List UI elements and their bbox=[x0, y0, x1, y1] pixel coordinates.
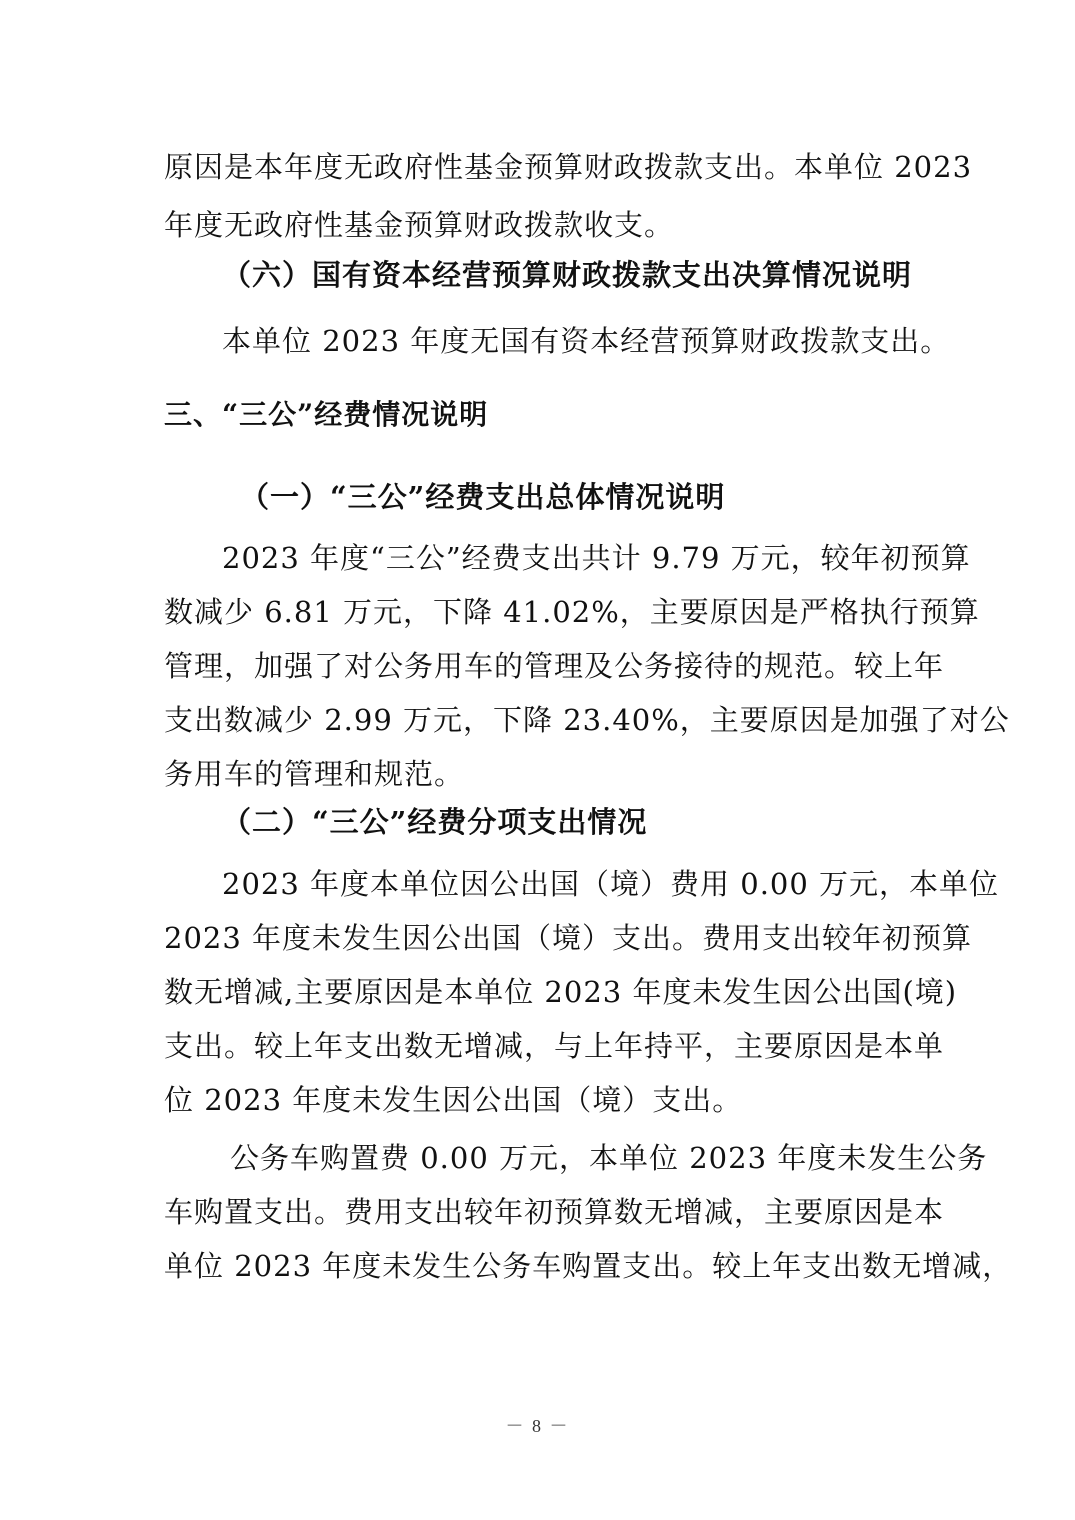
paragraph-line: 管理，加强了对公务用车的管理及公务接待的规范。较上年 bbox=[164, 649, 945, 683]
paragraph-line: 单位 2023 年度未发生公务车购置支出。较上年支出数无增减， bbox=[164, 1249, 1013, 1283]
paragraph-line: 2023 年度本单位因公出国（境）费用 0.00 万元，本单位 bbox=[222, 867, 1000, 901]
page-number: － 8 － bbox=[505, 1416, 570, 1436]
paragraph-line: 支出。较上年支出数无增减，与上年持平，主要原因是本单 bbox=[164, 1029, 945, 1063]
paragraph-line: 数无增减,主要原因是本单位 2023 年度未发生因公出国(境) bbox=[164, 975, 958, 1009]
section-heading-1: （一）“三公”经费支出总体情况说明 bbox=[240, 480, 726, 514]
section-heading-2: （二）“三公”经费分项支出情况 bbox=[222, 805, 648, 839]
paragraph-line: 公务车购置费 0.00 万元，本单位 2023 年度未发生公务 bbox=[230, 1141, 988, 1175]
paragraph-line: 支出数减少 2.99 万元，下降 23.40%，主要原因是加强了对公 bbox=[164, 703, 1010, 737]
paragraph-line: 数减少 6.81 万元，下降 41.02%，主要原因是严格执行预算 bbox=[164, 595, 980, 629]
paragraph-line: 本单位 2023 年度无国有资本经营预算财政拨款支出。 bbox=[222, 324, 951, 358]
section-heading-6: （六）国有资本经营预算财政拨款支出决算情况说明 bbox=[222, 258, 913, 292]
chapter-heading-3: 三、“三公”经费情况说明 bbox=[164, 398, 489, 431]
paragraph-line: 原因是本年度无政府性基金预算财政拨款支出。本单位 2023 bbox=[164, 150, 973, 184]
paragraph-line: 年度无政府性基金预算财政拨款收支。 bbox=[164, 208, 675, 242]
paragraph-line: 2023 年度未发生因公出国（境）支出。费用支出较年初预算 bbox=[164, 921, 973, 955]
paragraph-line: 位 2023 年度未发生因公出国（境）支出。 bbox=[164, 1083, 743, 1117]
paragraph-line: 务用车的管理和规范。 bbox=[164, 757, 465, 791]
paragraph-line: 2023 年度“三公”经费支出共计 9.79 万元，较年初预算 bbox=[222, 541, 971, 575]
paragraph-line: 车购置支出。费用支出较年初预算数无增减，主要原因是本 bbox=[164, 1195, 945, 1229]
